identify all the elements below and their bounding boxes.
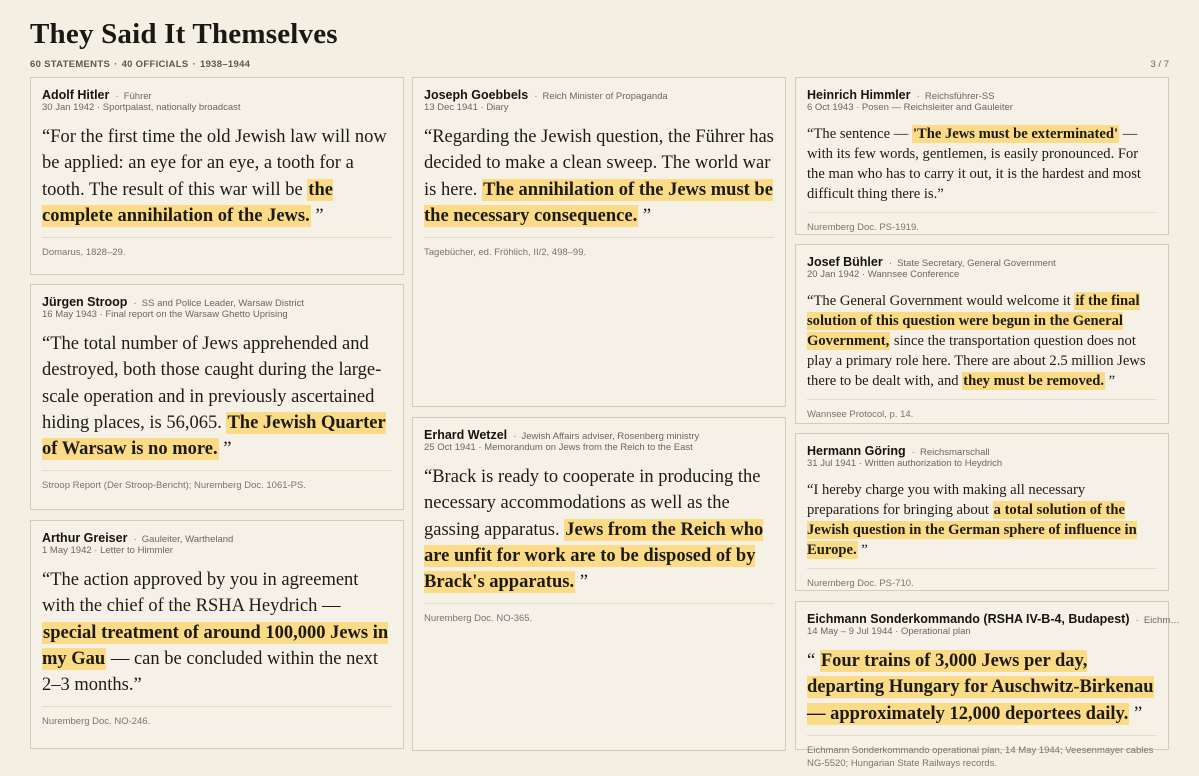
quote-text xyxy=(42,331,392,462)
source-citation: Stroop Report (Der Stroop-Bericht); Nuremberg Doc. 1061-PS. xyxy=(42,470,392,492)
quote-text xyxy=(42,567,392,698)
statement-date: 31 Jul 1941 · Written authorization to Heydrich xyxy=(807,458,1003,469)
quote-text xyxy=(807,648,1157,727)
quote-text xyxy=(807,124,1157,204)
quote-segment: “The sentence — xyxy=(807,126,912,142)
speaker-role: Reichsmarschall xyxy=(919,447,990,458)
speaker-role: Gauleiter, Wartheland xyxy=(141,534,234,545)
speaker-line xyxy=(807,442,1157,458)
highlighted-phrase: special treatment of around 100,000 Jews in my Gau xyxy=(42,622,389,669)
statement-date: 1 May 1942 · Letter to Himmler xyxy=(42,545,173,556)
speaker-role: Reichsführer-SS xyxy=(924,91,995,102)
speaker-name: Heinrich Himmler xyxy=(807,88,911,102)
quote-card xyxy=(795,433,1169,591)
highlighted-phrase: 'The Jews must be exterminated' xyxy=(912,126,1119,142)
highlighted-phrase: the complete annihilation of the Jews. xyxy=(42,179,333,226)
quote-segment: since the transportation question does not play a primary role here. There are about 2.5 million Jews there to be dealt with, and xyxy=(807,333,1146,389)
source-citation: Wannsee Protocol, p. 14. xyxy=(807,399,1157,421)
separator-dot: · xyxy=(911,447,915,458)
speaker-name: Hermann Göring xyxy=(807,444,906,458)
separator-dot: · xyxy=(916,91,920,102)
quote-card xyxy=(30,77,404,275)
page-title: They Said It Themselves xyxy=(30,18,338,50)
speaker-role: Reich Minister of Propaganda xyxy=(542,91,668,102)
source-citation: Tagebücher, ed. Fröhlich, II/2, 498–99. xyxy=(424,237,774,259)
statement-count: 60 STATEMENTS xyxy=(30,59,111,70)
source-citation: Nuremberg Doc. PS-710. xyxy=(807,568,1157,590)
quote-segment: “The action approved by you in agreement with the chief of the RSHA Heydrich — xyxy=(42,570,359,617)
quote-segment: ” xyxy=(638,205,652,226)
quote-segment: ” xyxy=(1105,373,1116,389)
quote-segment: “Regarding the Jewish question, the Führer has decided to make a clean sweep. The world war is here. xyxy=(424,127,774,200)
speaker-line xyxy=(424,86,774,102)
statement-date: 30 Jan 1942 · Sportpalast, nationally broadcast xyxy=(42,102,241,113)
quote-segment: ” xyxy=(857,542,868,558)
separator-dot: · xyxy=(133,298,137,309)
quote-segment: — can be concluded within the next 2–3 months.” xyxy=(42,648,378,696)
quote-segment: “The total number of Jews apprehended and destroyed, both those caught during the large-scale operation and in previously ascertained hiding places, is 56,065. xyxy=(42,334,382,433)
quote-text xyxy=(42,124,392,229)
speaker-name: Jürgen Stroop xyxy=(42,295,128,309)
speaker-role: Führer xyxy=(123,91,152,102)
speaker-line xyxy=(42,86,392,102)
speaker-role: Eichm… xyxy=(1143,615,1180,626)
source-citation: Domarus, 1828–29. xyxy=(42,237,392,259)
separator-dot: · xyxy=(133,534,137,545)
highlighted-phrase: if the final solution of this question were begun in the General Government, xyxy=(807,293,1140,349)
source-citation: Nuremberg Doc. NO-246. xyxy=(42,706,392,728)
separator-dot: · xyxy=(534,91,538,102)
highlighted-phrase: they must be removed. xyxy=(963,373,1105,389)
speaker-role: Jewish Affairs adviser, Rosenberg ministry xyxy=(521,431,700,442)
quote-segment: ” xyxy=(575,572,588,593)
speaker-name: Arthur Greiser xyxy=(42,531,128,545)
speaker-name: Joseph Goebbels xyxy=(424,88,529,102)
separator-dot: · xyxy=(115,91,119,102)
quote-card xyxy=(412,417,786,751)
quote-segment: “I hereby charge you with making all necessary preparations for bringing about xyxy=(807,482,1086,518)
quote-segment: “For the first time the old Jewish law will now be applied: an eye for an eye, a tooth for a tooth. The result of this war will be xyxy=(42,127,387,200)
quote-segment: ” xyxy=(1129,703,1143,724)
speaker-name: Eichmann Sonderkommando (RSHA IV-B-4, Budapest) xyxy=(807,612,1130,626)
page-header xyxy=(30,18,1169,70)
separator-dot: · xyxy=(888,258,893,269)
source-citation: Nuremberg Doc. PS-1919. xyxy=(807,212,1157,234)
quote-text xyxy=(424,124,774,229)
speaker-line xyxy=(42,293,392,309)
quote-segment: “Brack is ready to cooperate in producing the necessary accommodations as well as the gassing apparatus. xyxy=(424,467,761,540)
speaker-line xyxy=(807,86,1157,102)
statement-date: 16 May 1943 · Final report on the Warsaw Ghetto Uprising xyxy=(42,309,288,320)
quote-card xyxy=(795,601,1180,769)
speaker-line xyxy=(807,610,1180,626)
speaker-role: State Secretary, General Government xyxy=(897,258,1056,269)
quote-card xyxy=(795,244,1169,424)
speaker-line xyxy=(42,529,392,545)
quote-text xyxy=(424,464,774,595)
quote-segment: ” xyxy=(310,205,324,226)
quote-card xyxy=(30,520,404,749)
highlighted-phrase: The Jewish Quarter of Warsaw is no more. xyxy=(42,412,386,460)
quote-card xyxy=(412,77,786,407)
statement-date: 20 Jan 1942 · Wannsee Conference xyxy=(807,269,960,280)
quote-segment: “The General Government would welcome it xyxy=(807,293,1075,309)
date-range: 1938–1944 xyxy=(199,59,251,70)
highlighted-phrase: Four trains of 3,000 Jews per day, departing Hungary for Auschwitz-Birkenau — approximately 12,000 deportees daily. xyxy=(807,651,1154,724)
statement-date: 25 Oct 1941 · Memorandum on Jews from the Reich to the East xyxy=(424,442,693,453)
separator-dot: · xyxy=(1135,615,1139,626)
speaker-line xyxy=(424,426,774,442)
speaker-name: Josef Bühler xyxy=(807,255,883,269)
quote-card xyxy=(795,77,1169,235)
quote-text xyxy=(807,291,1157,391)
highlighted-phrase: a total solution of the Jewish question in the German sphere of influence in Europe. xyxy=(807,502,1137,558)
separator-dot: · xyxy=(513,431,517,442)
official-count: 40 OFFICIALS xyxy=(121,59,189,70)
quote-segment: “ xyxy=(807,651,820,671)
quote-text xyxy=(807,480,1157,560)
speaker-name: Adolf Hitler xyxy=(42,88,110,102)
collection-meta: 60 STATEMENTS · 40 OFFICIALS · 1938–1944 xyxy=(30,59,251,70)
quote-card xyxy=(30,284,404,510)
highlighted-phrase: The annihilation of the Jews must be the necessary consequence. xyxy=(424,179,773,226)
quote-segment: — with its few words, gentlemen, is easily pronounced. For the man who has to carry it out, it is the hardest and most difficult thing there is.” xyxy=(807,126,1141,202)
statement-date: 13 Dec 1941 · Diary xyxy=(424,102,509,113)
speaker-role: SS and Police Leader, Warsaw District xyxy=(141,298,305,309)
speaker-name: Erhard Wetzel xyxy=(424,428,508,442)
speaker-line xyxy=(807,253,1157,269)
highlighted-phrase: Jews from the Reich who are unfit for work are to be disposed of by Brack's apparatus. xyxy=(424,519,764,593)
source-citation: Eichmann Sonderkommando operational plan, 14 May 1944; Veesenmayer cables NG-5520; Hungarian State Railways records. xyxy=(807,735,1157,770)
statement-date: 14 May – 9 Jul 1944 · Operational plan xyxy=(807,626,971,637)
statement-date: 6 Oct 1943 · Posen — Reichsleiter and Gauleiter xyxy=(807,102,1013,113)
source-citation: Nuremberg Doc. NO-365. xyxy=(424,603,774,625)
page-indicator: 3 / 7 xyxy=(1150,59,1169,70)
quote-segment: ” xyxy=(218,439,232,460)
